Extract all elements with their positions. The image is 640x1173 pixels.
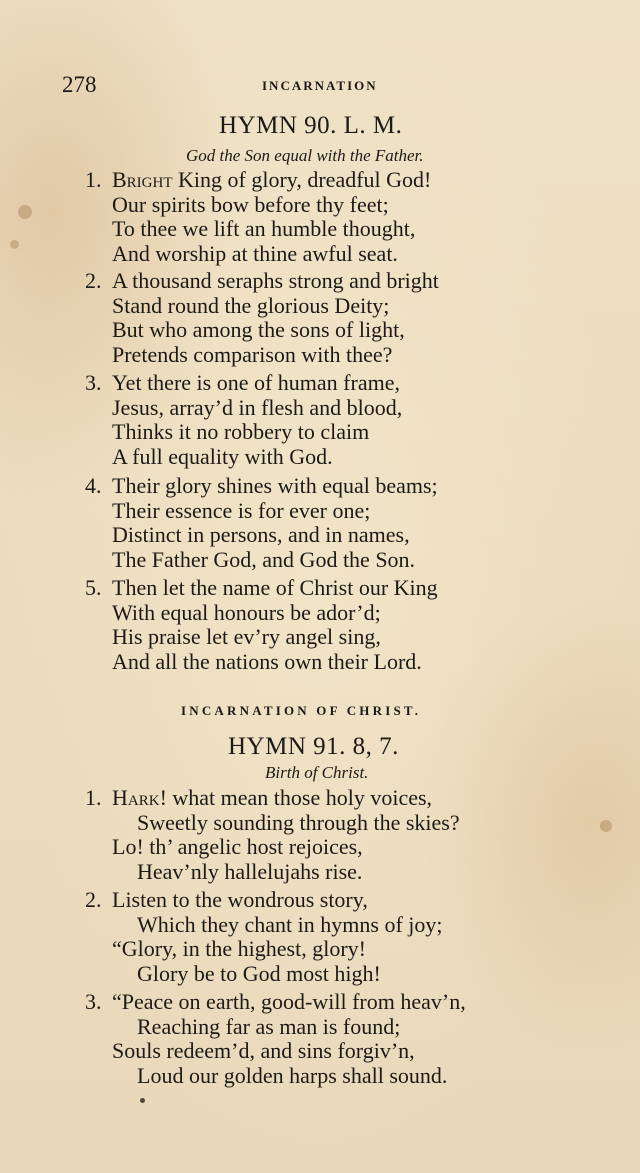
- verse-line: Jesus, array’d in flesh and blood,: [112, 394, 403, 420]
- verse-first-line-rest: ! what mean those holy voices,: [159, 785, 433, 810]
- verse-line: [82, 576, 438, 601]
- verse-line: His praise let ev’ry angel sing,: [112, 624, 381, 649]
- verse-line: And all the nations own their Lord.: [112, 648, 422, 674]
- verse-line: Stand round the glorious Deity;: [112, 292, 390, 318]
- hymn-90-verse-3: [82, 371, 402, 469]
- verse-line: Heav’nly hallelujahs rise.: [137, 858, 363, 884]
- running-title: INCARNATION: [262, 78, 378, 93]
- verse-number: 4.: [85, 473, 102, 498]
- verse-line: Thinks it no robbery to claim: [112, 419, 370, 444]
- verse-line: Distinct in persons, and in names,: [112, 522, 410, 547]
- verse-line: Glory be to God most high!: [137, 960, 381, 986]
- verse-first-line: Then let the name of Christ our King: [112, 575, 438, 600]
- verse-line: [82, 371, 402, 396]
- hymn-90-subtitle: God the Son equal with the Father.: [186, 146, 424, 165]
- verse-first-line-rest: King of glory, dreadful God!: [172, 167, 432, 192]
- hymn-90-title: HYMN 90. L. M.: [219, 112, 403, 139]
- verse-line: Our spirits bow before thy feet;: [112, 191, 389, 217]
- verse-line: Reaching far as man is found;: [137, 1013, 401, 1039]
- verse-line: [82, 888, 443, 913]
- hymn-91-verse-2: [82, 888, 443, 986]
- verse-line: Pretends comparison with thee?: [112, 341, 393, 367]
- verse-number: 1.: [85, 167, 102, 192]
- verse-number: 1.: [85, 785, 102, 810]
- verse-line: But who among the sons of light,: [112, 317, 405, 342]
- verse-first-word: Hark: [112, 785, 160, 810]
- verse-number: 3.: [85, 370, 102, 395]
- foxing-spot: [10, 240, 19, 249]
- hymn-90-verse-4: [82, 474, 438, 572]
- verse-first-word: Bright: [112, 167, 173, 192]
- verse-line: A full equality with God.: [112, 443, 333, 469]
- verse-line: The Father God, and God the Son.: [112, 546, 416, 572]
- verse-line: Which they chant in hymns of joy;: [137, 911, 443, 937]
- verse-line: [82, 269, 439, 294]
- hymn-91-title: HYMN 91. 8, 7.: [228, 733, 399, 760]
- verse-number: 2.: [85, 268, 102, 293]
- foxing-spot: [18, 205, 32, 219]
- verse-first-line: Yet there is one of human frame,: [112, 370, 400, 395]
- page-number: 278: [62, 72, 97, 97]
- hymn-91-subtitle: Birth of Christ.: [265, 763, 369, 782]
- hymn-91-verse-1: [82, 786, 460, 884]
- verse-first-line: A thousand seraphs strong and bright: [112, 268, 439, 293]
- verse-line: Loud our golden harps shall sound.: [137, 1062, 448, 1088]
- foxing-spot: [600, 820, 612, 832]
- verse-line: Sweetly sounding through the skies?: [137, 809, 460, 835]
- verse-line: [82, 786, 460, 811]
- running-head: [62, 72, 522, 102]
- ink-dot: [140, 1098, 145, 1103]
- verse-line: Souls redeem’d, and sins forgiv’n,: [112, 1038, 415, 1063]
- hymn-91-verse-3: [82, 990, 466, 1088]
- verse-first-line: “Peace on earth, good-will from heav’n,: [112, 989, 466, 1014]
- verse-number: 3.: [85, 989, 102, 1014]
- verse-line: Lo! th’ angelic host rejoices,: [112, 834, 363, 859]
- verse-line: [82, 168, 431, 193]
- verse-number: 2.: [85, 887, 102, 912]
- verse-line: [82, 990, 466, 1015]
- verse-line: Their essence is for ever one;: [112, 497, 371, 523]
- verse-first-line: Listen to the wondrous story,: [112, 887, 368, 912]
- verse-line: And worship at thine awful seat.: [112, 240, 398, 266]
- verse-line: [82, 474, 438, 499]
- verse-line: To thee we lift an humble thought,: [112, 216, 416, 241]
- verse-line: “Glory, in the highest, glory!: [112, 936, 366, 961]
- hymn-90-verse-2: [82, 269, 439, 367]
- verse-number: 5.: [85, 575, 102, 600]
- hymn-90-verse-1: [82, 168, 431, 266]
- verse-line: With equal honours be ador’d;: [112, 599, 381, 625]
- section-heading: INCARNATION OF CHRIST.: [181, 703, 422, 718]
- hymn-90-verse-5: [82, 576, 438, 674]
- verse-first-line: Their glory shines with equal beams;: [112, 473, 438, 498]
